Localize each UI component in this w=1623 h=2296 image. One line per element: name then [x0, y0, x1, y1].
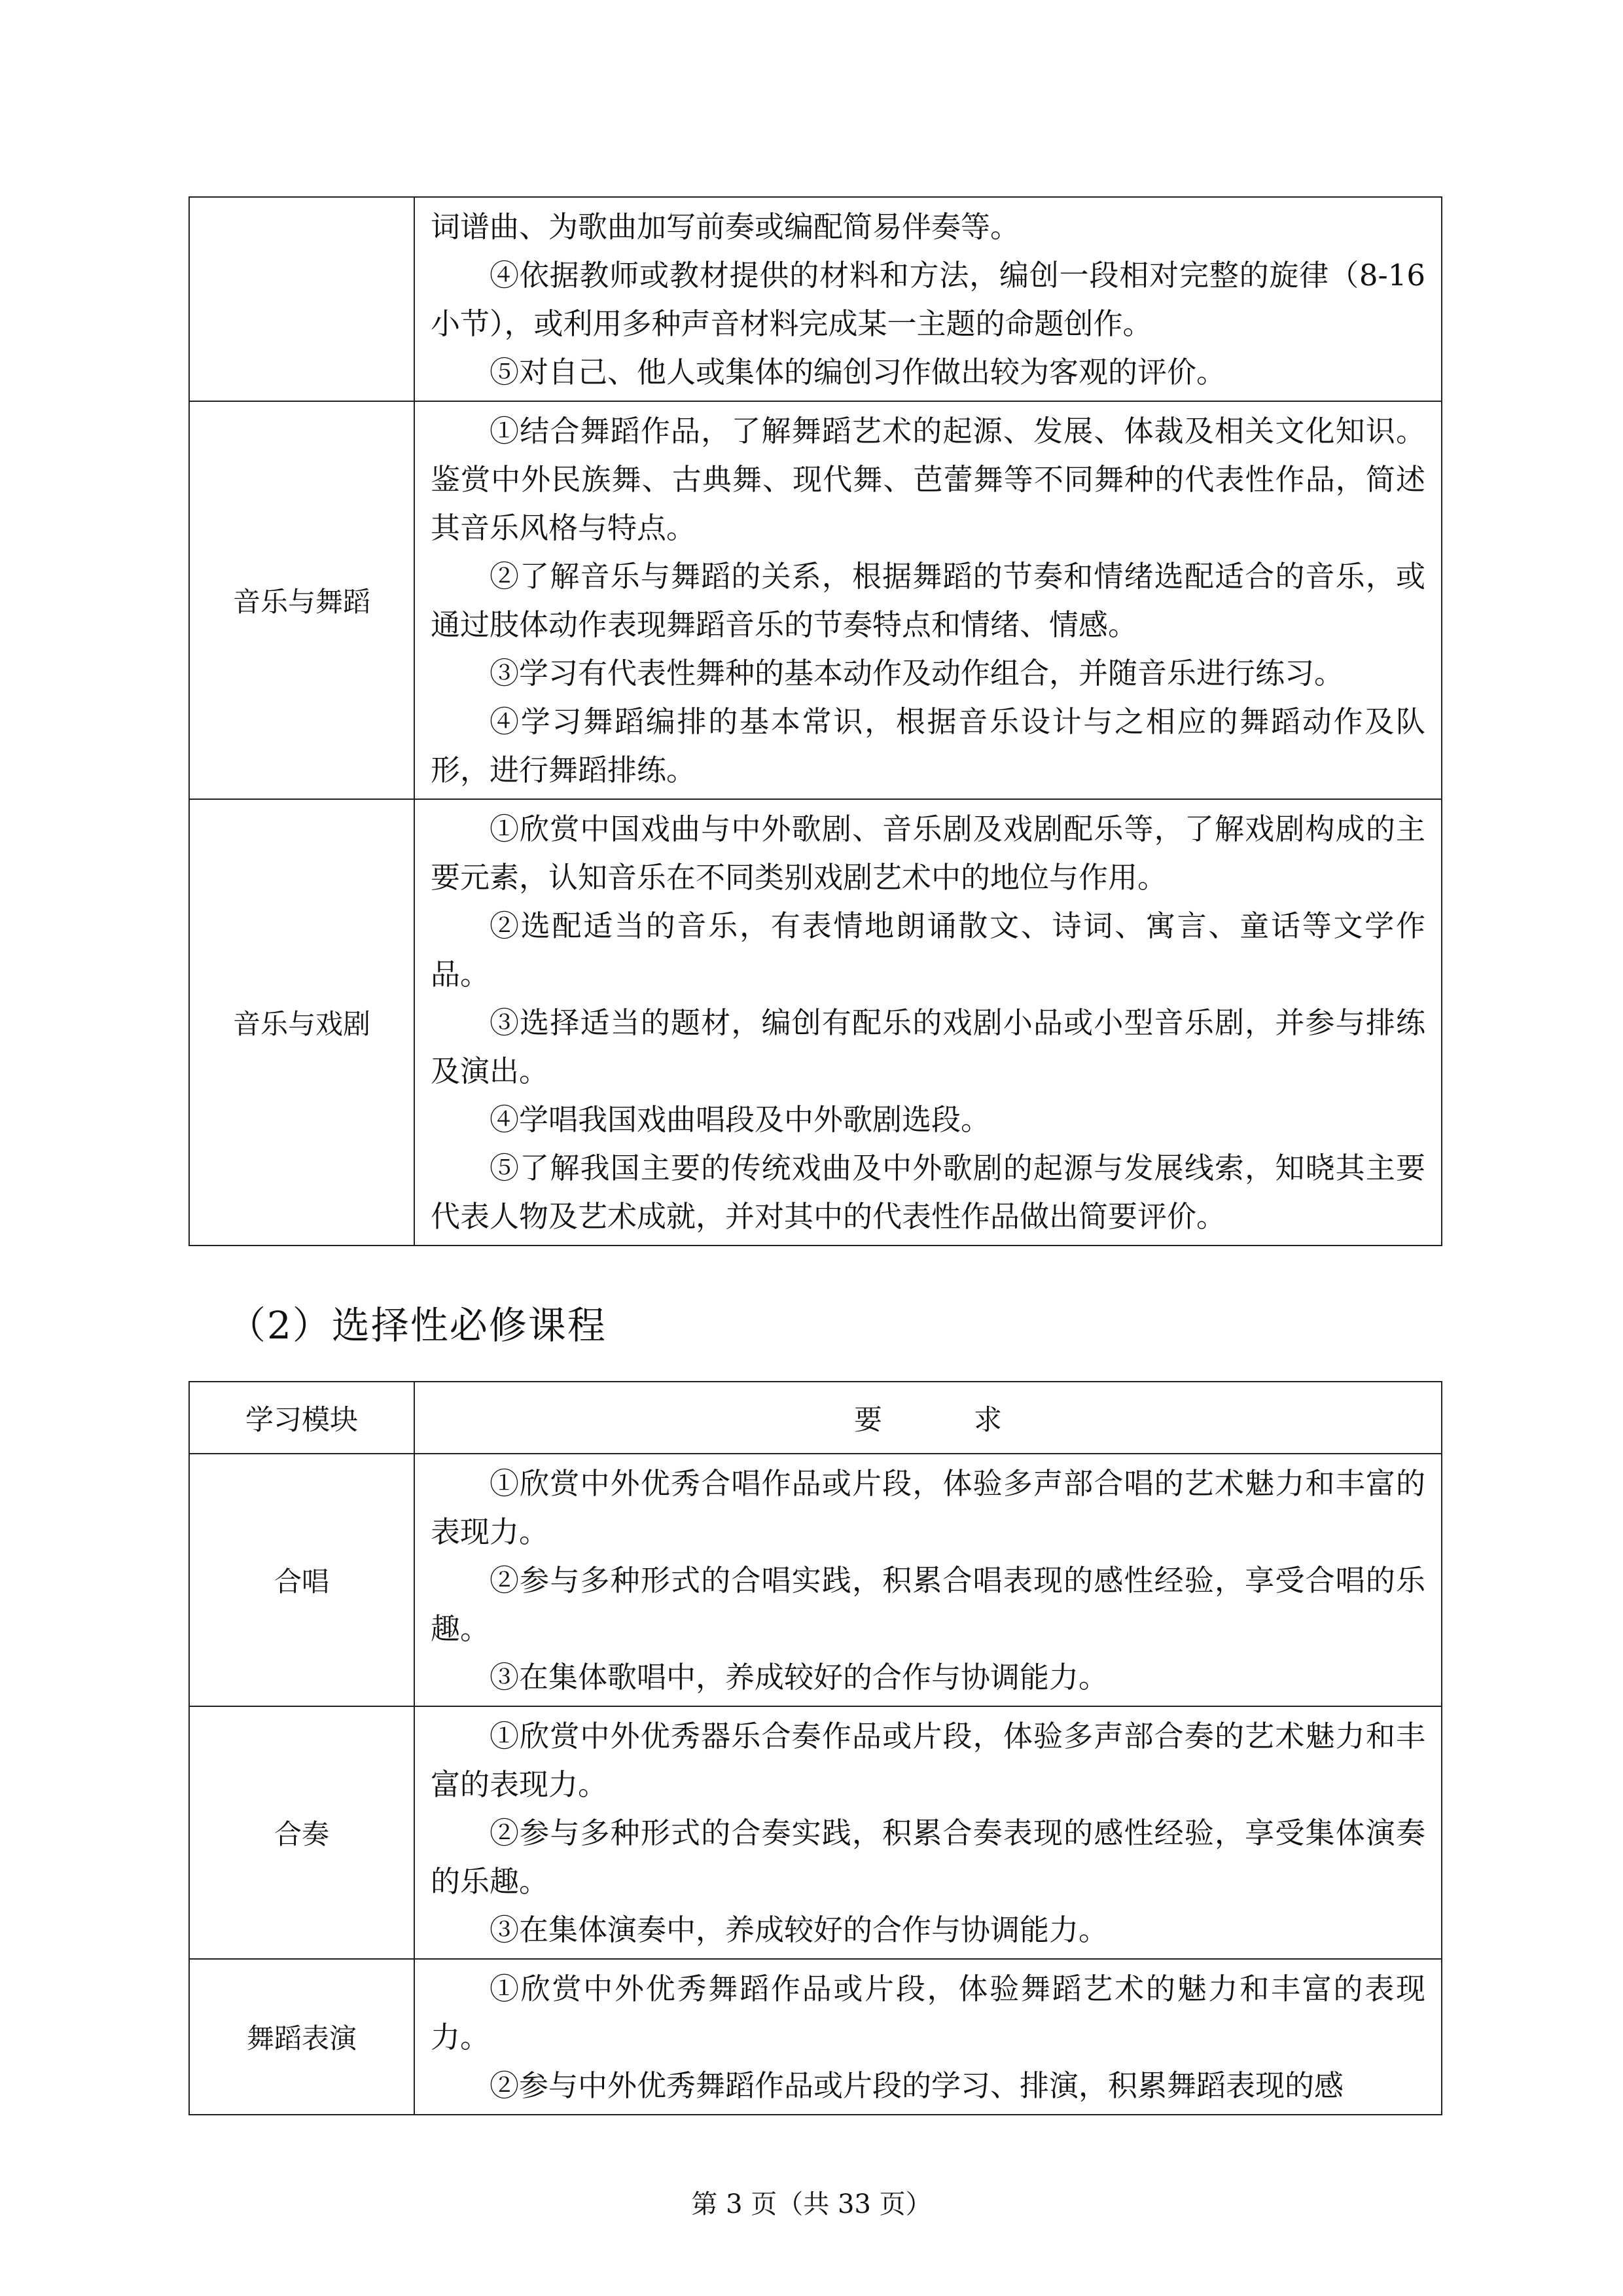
table-row [189, 197, 1442, 401]
requirement-item: ②参与多种形式的合奏实践，积累合奏表现的感性经验，享受集体演奏的乐趣。 [431, 1816, 1425, 1899]
table-row [189, 1454, 1442, 1706]
page-number-footer: 第 3 页（共 33 页） [691, 2189, 932, 2219]
requirement-item: ④依据教师或教材提供的材料和方法，编创一段相对完整的旋律（8-16 小节），或利用多种声音材料完成某一主题的命题创作。 [431, 258, 1425, 341]
requirement-item: ②了解音乐与舞蹈的关系，根据舞蹈的节奏和情绪选配适合的音乐，或通过肢体动作表现舞蹈音乐的节奏特点和情绪、情感。 [431, 559, 1425, 642]
requirement-item: ①欣赏中国戏曲与中外歌剧、音乐剧及戏剧配乐等，了解戏剧构成的主要元素，认知音乐在不同类别戏剧艺术中的地位与作用。 [431, 812, 1425, 895]
standards-table-continued [188, 196, 1442, 1246]
table-row [189, 401, 1442, 799]
requirement-item: ⑤了解我国主要的传统戏曲及中外歌剧的起源与发展线索，知晓其主要代表人物及艺术成就，并对其中的代表性作品做出简要评价。 [431, 1151, 1425, 1234]
elective-courses-table [188, 1381, 1442, 2115]
requirement-item: ⑤对自己、他人或集体的编创习作做出较为客观的评价。 [490, 355, 1226, 389]
table-row [189, 799, 1442, 1246]
requirement-item: ③在集体演奏中，养成较好的合作与协调能力。 [490, 1912, 1109, 1947]
requirement-item: ①欣赏中外优秀合唱作品或片段，体验多声部合唱的艺术魅力和丰富的表现力。 [431, 1466, 1425, 1549]
module-label [189, 197, 414, 401]
requirement-cell [414, 1706, 1442, 1959]
requirement-cell [414, 197, 1442, 401]
requirement-cell [414, 1454, 1442, 1706]
table-row [189, 1706, 1442, 1959]
requirement-cell [414, 799, 1442, 1246]
table-header-row [189, 1382, 1442, 1454]
requirement-cell [414, 1959, 1442, 2115]
requirement-item: ③在集体歌唱中，养成较好的合作与协调能力。 [490, 1660, 1109, 1695]
module-label: 舞蹈表演 [189, 1959, 414, 2115]
module-label: 合奏 [189, 1706, 414, 1959]
module-label: 音乐与舞蹈 [189, 401, 414, 799]
requirement-cell [414, 401, 1442, 799]
requirement-column-header: 要求 [414, 1382, 1442, 1454]
requirement-item: ①欣赏中外优秀舞蹈作品或片段，体验舞蹈艺术的魅力和丰富的表现力。 [431, 1971, 1425, 2054]
requirement-item: ②参与中外优秀舞蹈作品或片段的学习、排演，积累舞蹈表现的感 [490, 2068, 1344, 2103]
requirement-item: ②参与多种形式的合唱实践，积累合唱表现的感性经验，享受合唱的乐趣。 [431, 1563, 1425, 1646]
requirement-item: ①欣赏中外优秀器乐合奏作品或片段，体验多声部合奏的艺术魅力和丰富的表现力。 [431, 1719, 1425, 1802]
requirement-item: ④学唱我国戏曲唱段及中外歌剧选段。 [490, 1102, 991, 1137]
section-heading: （2）选择性必修课程 [228, 1303, 607, 1348]
requirement-item: ③学习有代表性舞种的基本动作及动作组合，并随音乐进行练习。 [490, 656, 1344, 691]
module-label: 合唱 [189, 1454, 414, 1706]
module-label: 音乐与戏剧 [189, 799, 414, 1246]
requirement-item: ④学习舞蹈编排的基本常识，根据音乐设计与之相应的舞蹈动作及队形，进行舞蹈排练。 [431, 704, 1425, 787]
requirement-item: ①结合舞蹈作品，了解舞蹈艺术的起源、发展、体裁及相关文化知识。鉴赏中外民族舞、古典舞、现代舞、芭蕾舞等不同舞种的代表性作品，简述其音乐风格与特点。 [431, 414, 1425, 545]
requirement-item: 词谱曲、为歌曲加写前奏或编配简易伴奏等。 [431, 209, 1020, 244]
requirement-item: ③选择适当的题材，编创有配乐的戏剧小品或小型音乐剧，并参与排练及演出。 [431, 1005, 1425, 1088]
module-column-header: 学习模块 [189, 1382, 414, 1454]
requirement-item: ②选配适当的音乐，有表情地朗诵散文、诗词、寓言、童话等文学作品。 [431, 908, 1425, 992]
table-row [189, 1959, 1442, 2115]
